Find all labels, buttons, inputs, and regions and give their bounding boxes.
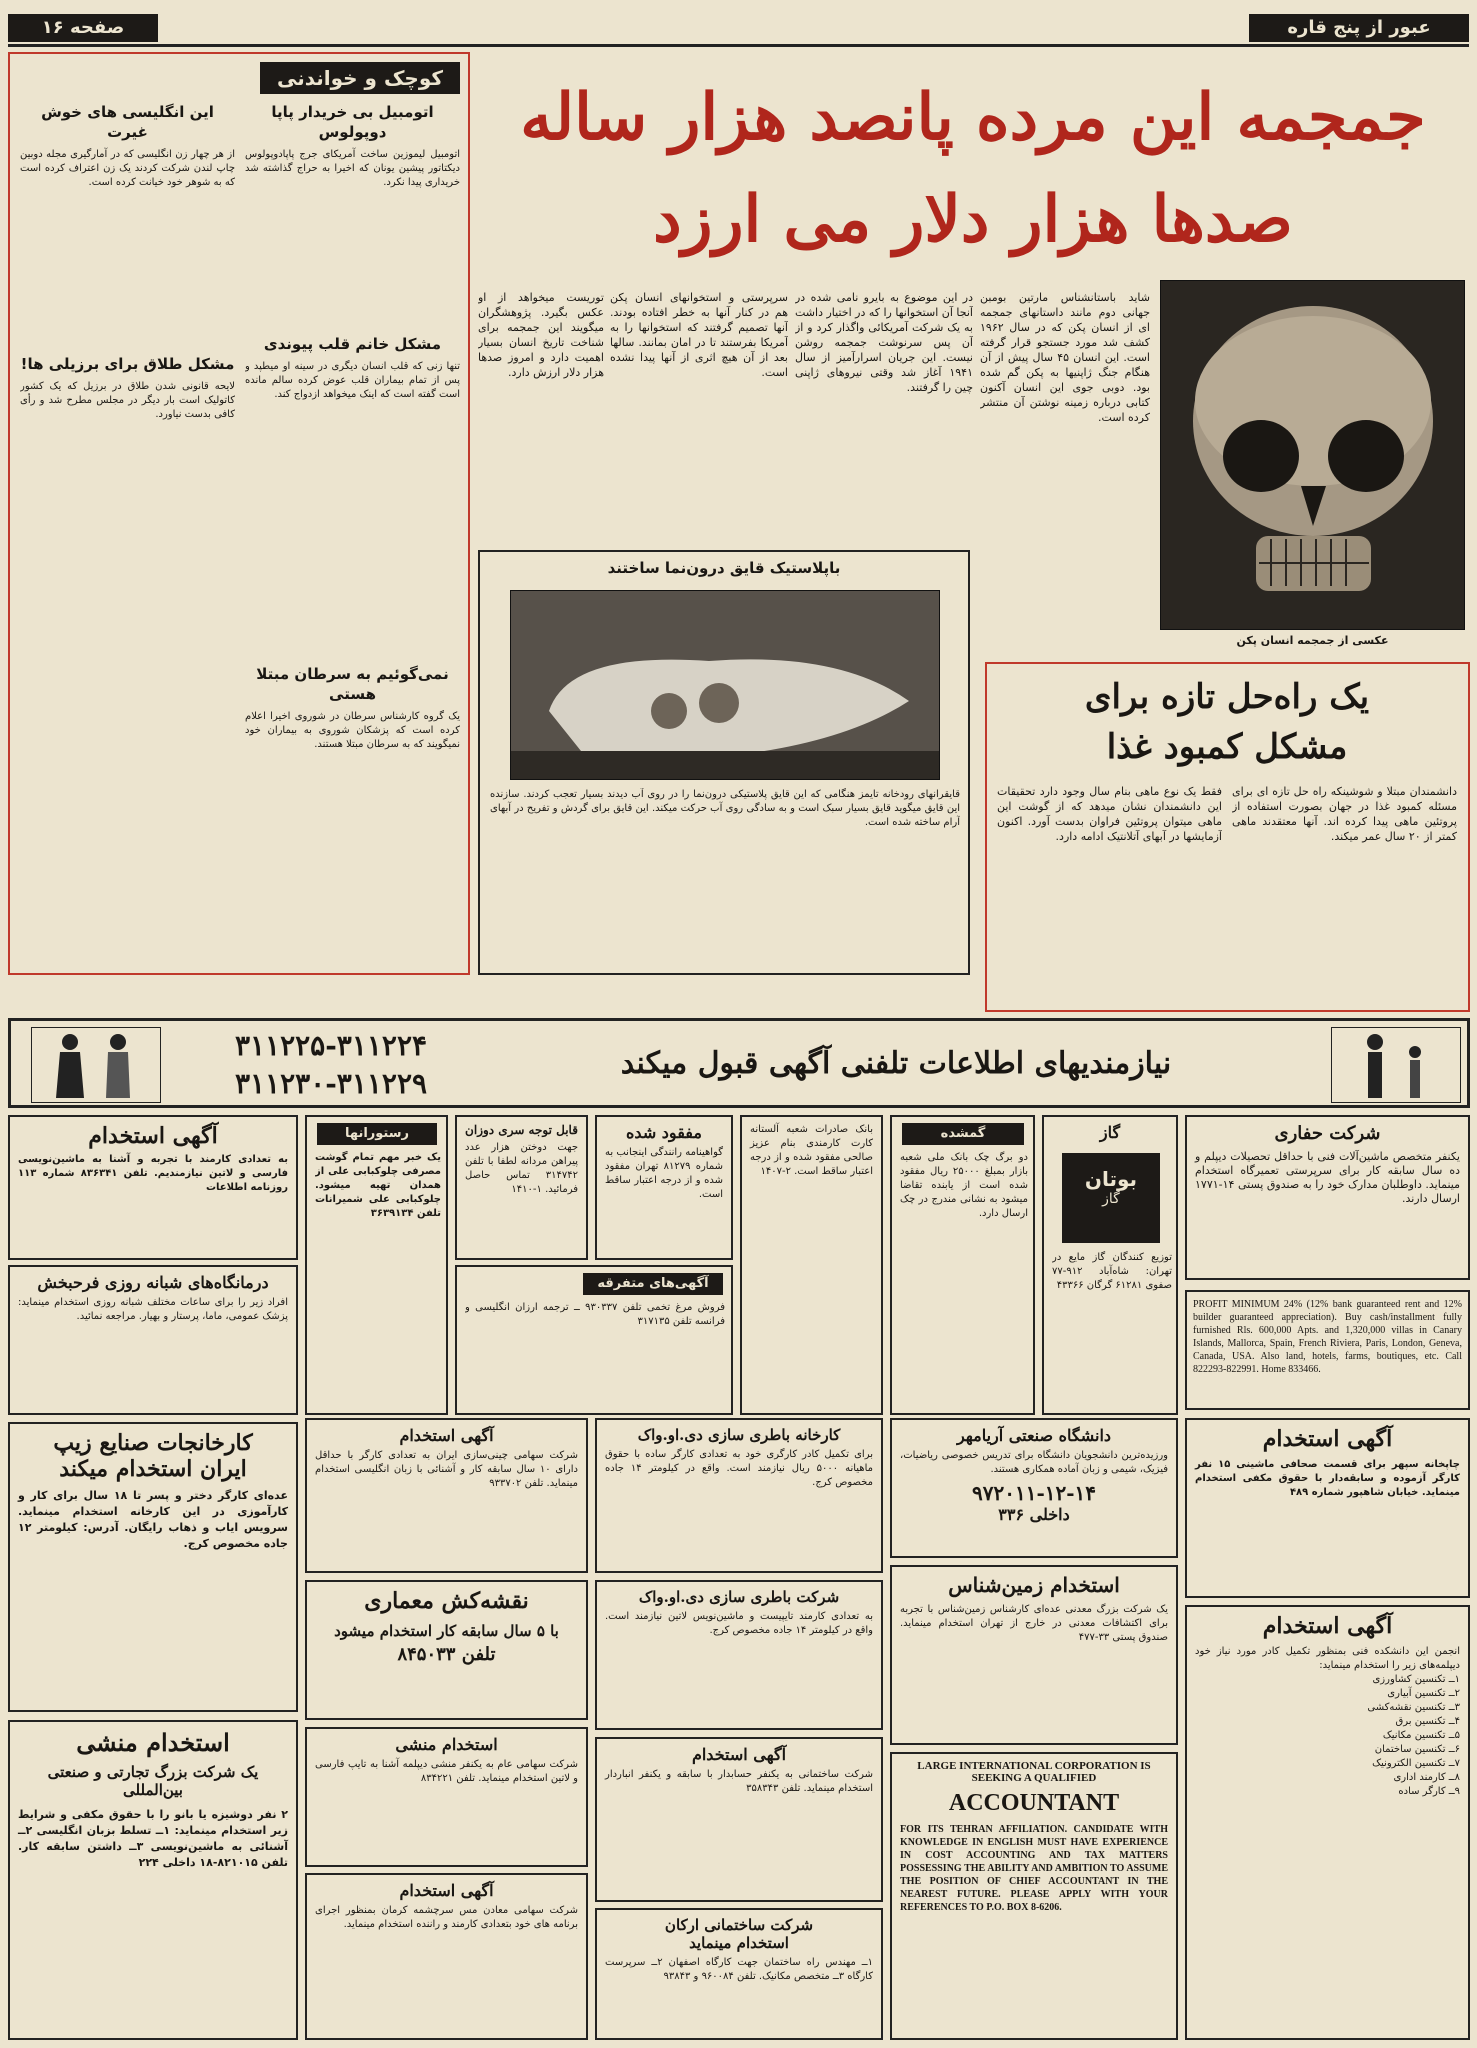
- ad-gas-title: گاز: [1099, 1123, 1121, 1142]
- ad-mining-title: آگهی استخدام: [399, 1881, 494, 1900]
- ad-hiring-left: [8, 1115, 298, 1260]
- main-story-col-3: سرپرستی و استخوانهای انسان پکن هم در کنار آنها به خطر افتاده بودند. آنها تصمیم گرفتند که استخوانها را به آمریکا بفرستند تا در امان بمانند. سالها بعد از آن هیچ اثری از آنها پیدا نشده است.: [610, 291, 788, 379]
- ad-notice-body: جهت دوختن هزار عدد پیراهن مردانه لطفا با تلفن ۳۱۴۷۴۲ تماس حاصل فرمائید. ۱-۱۴۱۰: [465, 1142, 578, 1195]
- ad-hiring-center-body: شرکت ساختمانی به یکنفر حسابدار با سابقه و یکنفر انباردار استخدام مینماید. تلفن ۳۵۸۳۴۳: [605, 1769, 873, 1794]
- ad-accountant-line: LARGE INTERNATIONAL CORPORATION IS SEEKING A QUALIFIED: [917, 1760, 1151, 1784]
- ad-restaurants-body: یک خبر مهم تمام گوشت مصرفی چلوکبابی علی از همدان تهیه میشود. چلوکبابی علی شمیرانات تلفن ۳۶۳۹۱۳۴: [315, 1152, 441, 1219]
- ad-lost2-title: مفقود شده: [626, 1123, 702, 1142]
- ad-secretary-big-title: استخدام منشی: [76, 1728, 230, 1757]
- ad-architecture: [305, 1580, 588, 1720]
- skull-photo-caption: عکسی از جمجمه انسان پکن: [1236, 634, 1389, 647]
- ad-misc-title: آگهی‌های متفرقه: [583, 1273, 723, 1295]
- sidebar-item: [245, 102, 460, 332]
- ad-bank-body: بانک صادرات شعبه آلستانه کارت کارمندی بنام عزیز صالحی مفقود شده و از درجه اعتبار ساقط است. ۲-۱۴۰۷: [750, 1124, 873, 1177]
- page-number: صفحه ۱۶: [8, 14, 158, 42]
- list-item: ۱ــ تکنسین کشاورزی: [1372, 1674, 1460, 1685]
- ad-restaurants-title: رستورانها: [317, 1123, 437, 1145]
- list-item: ۳ــ تکنسین نقشه‌کشی: [1367, 1702, 1460, 1713]
- ad-printing-body: چاپخانه سپهر برای قسمت صحافی ماشینی ۱۵ نفر کارگر آزموده و سابقه‌دار با حقوق مکفی استخدام مینماید. خیابان شاهپور شماره ۴۸۹: [1195, 1459, 1460, 1498]
- ad-drilling: [1185, 1115, 1470, 1280]
- ad-university-ext: داخلی ۳۳۶: [998, 1505, 1070, 1524]
- sidebar-item: [245, 334, 460, 654]
- ad-clinic-title: درمانگاه‌های شبانه روزی فرحبخش: [37, 1273, 269, 1292]
- ad-gas-body: توزیع کنندگان گاز مایع در تهران: شاه‌آباد ۹۱۲-۷۷ صفوی ۶۱۲۸۱ گرگان ۴۳۳۶۶: [1052, 1252, 1172, 1291]
- ad-construction-title-1: شرکت ساختمانی ارکان: [664, 1916, 814, 1934]
- ad-misc: [455, 1265, 733, 1415]
- ad-secretary-left-title: استخدام منشی: [395, 1735, 498, 1754]
- food-headline-2: مشکل کمبود غذا: [1106, 727, 1348, 767]
- ad-construction-title-2: استخدام مینماید: [689, 1934, 789, 1952]
- family-icon: [1331, 1028, 1460, 1103]
- banner-phones-1: ۳۱۱۲۲۵-۳۱۱۲۲۴: [234, 1029, 428, 1062]
- list-item: ۷ــ تکنسین الکترونیک: [1372, 1758, 1460, 1769]
- skull-icon: [1161, 281, 1465, 630]
- ad-chinese-body: شرکت سهامی چینی‌سازی ایران به تعدادی کارگر با حداقل دارای ۱۰ سال سابقه کار و آشنائی با زبان انگلیسی استخدام مینماید. تلفن ۹۳۳۷۰۲: [315, 1450, 578, 1489]
- people-icon: [31, 1028, 160, 1103]
- ad-printing: [1185, 1418, 1470, 1598]
- ad-hiring-left-body: به تعدادی کارمند با تجربه و آشنا به ماشین‌نویسی فارسی و لاتین نیازمندیم. تلفن ۸۳۶۳۴۱ شماره ۱۱۳ روزنامه اطلاعات: [18, 1154, 288, 1193]
- main-story-col-1: شاید باستانشناس مارتین بومبن جهانی دوم مانند داستانهای جمجمه ای از انسان پکن که در سال ۱۹۶۲ کشف شد مورد جستجو قرار گرفته است. این انسان ۴۵ سال پیش از آن هنگام جنگ ژاپنیها به پکن گم شده بود. دوبی جوی این انسان آکنون کتابی درباره زمینه نوشتن آن منتشر کرده است.: [980, 291, 1150, 424]
- list-item: ۴ــ تکنسین برق: [1395, 1716, 1460, 1727]
- sidebar-item-body: تنها زنی که قلب انسان دیگری در سینه او میطپد و پس از تمام بیماران قلب عوض کرده سالم مانده است گفته است که اینک میخواهد ازدواج کند.: [245, 361, 460, 400]
- masthead: [0, 0, 1477, 48]
- sidebar-item-title: نمی‌گوئیم به سرطان مبتلا هستی: [256, 665, 449, 703]
- ad-bank: [740, 1115, 883, 1415]
- ad-university-body: ورزیده‌ترین دانشجویان دانشگاه برای تدریس خصوصی ریاضیات، فیزیک، شیمی و زبان آماده همکاری هستند.: [900, 1450, 1168, 1475]
- list-item: ۸ــ کارمند اداری: [1393, 1772, 1460, 1783]
- sidebar-item-body: اتومبیل لیموزین ساخت آمریکای جرج پاپادوپولوس دیکتاتور پیشین یونان که اخیرا به حراج گذاشته شد خریداری پیدا نکرد.: [245, 149, 460, 188]
- ad-drilling-title: شرکت حفاری: [1274, 1123, 1381, 1144]
- family-illustration: [1331, 1027, 1461, 1103]
- ad-battery-body: برای تکمیل کادر کارگری خود به تعدادی کارگر ساده با حقوق ماهیانه ۵۰۰۰ ریال نیازمند است. واقع در کیلومتر ۱۴ جاده مخصوص کرج.: [605, 1449, 873, 1488]
- ad-construction: [595, 1908, 883, 2040]
- banner-text: نیازمندیهای اطلاعات تلفنی آگهی قبول میکند: [620, 1046, 1172, 1081]
- section-label: عبور از پنج قاره: [1249, 14, 1469, 42]
- boat-icon: [510, 591, 939, 780]
- ad-mining-body: شرکت سهامی معادن مس سرچشمه کرمان بمنظور اجرای برنامه های خود بتعدادی کارمند و راننده استخدام مینماید.: [315, 1905, 578, 1930]
- skull-photo: [1160, 280, 1465, 630]
- ad-hiring-tech: [1185, 1605, 1470, 2040]
- ad-architecture-phone: تلفن ۸۴۵۰۳۳: [397, 1644, 496, 1665]
- boat-body: قایقرانهای رودخانه تایمز هنگامی که این قایق پلاستیکی درون‌نما را در روی آب دیدند بسیار تعجب کردند. سازنده این قایق میگوید قایق بسیار سبک است و به سادگی روی آب حرکت میکند. این قایق برای گردش و تفریح در آبهای آرام ساخته شده است.: [490, 789, 960, 828]
- list-item: ۲ــ تکنسین آبیاری: [1387, 1688, 1460, 1699]
- ad-university-title: دانشگاه صنعتی آریامهر: [956, 1426, 1112, 1445]
- ad-secretary-big: [8, 1720, 298, 2040]
- ad-lost-title: گمشده: [902, 1123, 1024, 1145]
- list-item: ۵ــ تکنسین مکانیک: [1382, 1730, 1460, 1741]
- ad-clinic: [8, 1265, 298, 1415]
- ad-geology-body: یک شرکت بزرگ معدنی عده‌ای کارشناس زمین‌شناس با تجربه برای اکتشافات معدنی در خارج از تهران استخدام مینماید. صندوق پستی ۳۳-۴۷۷: [900, 1604, 1168, 1643]
- ad-chinese-title: آگهی استخدام: [399, 1426, 494, 1445]
- ad-profit-body: PROFIT MINIMUM 24% (12% bank guaranteed rent and 12% builder guaranteed appreciation). Buy cash/installment fully furnished Rls. 600,000 Apts. and 1,320,000 villas in Canary Islands, Mallorca, Spain, French Riviera, Paris, London, Geneva, Canada, USA. Also land, hotels, farms, boutiques, etc. Call 822293-822991. Home 833466.: [1193, 1299, 1462, 1375]
- sidebar-item: [20, 354, 235, 954]
- ad-hiring-left-title: آگهی استخدام: [88, 1123, 218, 1149]
- main-story-col-2: در این موضوع به بایرو نامی شده در آنجا آن استخوانها را که در اختیار داشت به یک شرکت آمریکائی واگذار کرد و از آن پس سرنوشت جمجمه روشن نیست. این جریان اسرارآمیز از سال ۱۹۴۱ آغاز شد وقتی نیروهای ژاپنی چین را گرفتند.: [795, 291, 973, 394]
- ad-zipper-title-1: کارخانجات صنایع زیپ: [53, 1430, 253, 1456]
- figures-illustration: [31, 1027, 161, 1103]
- sidebar-item-body: یک گروه کارشناس سرطان در شوروی اخیرا اعلام کرده است که پزشکان شوروی به بیماران خود نمیگویند که به سرطان مبتلا هستند.: [245, 711, 460, 750]
- food-story: [985, 662, 1470, 1012]
- sidebar-item: [20, 102, 235, 332]
- masthead-rule: [8, 44, 1469, 47]
- banner-phones-2: ۳۱۱۲۳۰-۳۱۱۲۲۹: [234, 1067, 428, 1100]
- list-item: ۶ــ تکنسین ساختمان: [1374, 1744, 1460, 1755]
- food-col-2: فقط یک نوع ماهی بنام سال وجود دارد تحقیقات این دانشمندان نشان میدهد که از گوشت این ماهی میتوان پروتئین فراوان بدست آورد. اکنون آزمایشها در آبهای آتلانتیک ادامه دارد.: [997, 785, 1222, 843]
- sidebar-item-body: لایحه قانونی شدن طلاق در برزیل که یک کشور کاتولیک است بار دیگر در مجلس مطرح شد و رأی کافی بدست نیاورد.: [20, 381, 235, 420]
- ad-misc-body: فروش مرغ تخمی تلفن ۹۳۰۳۳۷ ــ ترجمه ارزان انگلیسی و فرانسه تلفن ۳۱۷۱۳۵: [465, 1302, 725, 1327]
- gas-logo: [1062, 1153, 1160, 1243]
- ad-accountant-body: FOR ITS TEHRAN AFFILIATION. CANDIDATE WITH KNOWLEDGE IN ENGLISH MUST HAVE EXPERIENCE IN COST ACCOUNTING AND TAX MATTERS POSSESSING THE ABILITY AND AMBITION TO ASSUME THE POSITION OF CHIEF ACCOUNTANT IN THE NEAREST FUTURE. PLEASE APPLY WITH YOUR REFERENCES TO P.O. BOX 8-6206.: [900, 1824, 1168, 1913]
- ad-secretary-big-body: ۲ نفر دوشیزه یا بانو را با حقوق مکفی و شرایط زیر استخدام مینماید: ۱ــ تسلط بزبان انگلیسی ۲ــ آشنائی به ماشین‌نویسی ۳ــ داشتن سابقه کار. تلفن ۸۲۱۰۱۵-۱۸ داخلی ۲۲۴: [18, 1808, 288, 1869]
- ad-drilling-body: یکنفر متخصص ماشین‌آلات فنی با حداقل تحصیلات دیپلم و ده سال سابقه کار برای سرپرستی تعمیرگاه استخدام مینماید. داوطلبان مدارک خود را به صندوق پستی ۱۴-۱۷۷۱ ارسال دارند.: [1195, 1150, 1460, 1205]
- ad-zipper: [8, 1422, 298, 1712]
- main-headline-1: جمجمه این مرده پانصد هزار ساله: [520, 80, 1426, 155]
- list-item: ۹ــ کارگر ساده: [1398, 1786, 1460, 1797]
- ad-university: [890, 1418, 1178, 1558]
- ad-accountant-title: ACCOUNTANT: [948, 1790, 1120, 1816]
- sidebar-item: [245, 664, 460, 964]
- gas-brand-sub: گاز: [1102, 1191, 1120, 1207]
- ad-clinic-body: افراد زیر را برای ساعات مختلف شبانه روزی استخدام مینماید: پزشک عمومی، ماما، پرستار و بهیار. مراجعه نمائید.: [18, 1297, 288, 1322]
- ad-battery-2: [595, 1580, 883, 1730]
- ad-battery-2-body: به تعدادی کارمند تایپیست و ماشین‌نویس لاتین نیازمند است. واقع در کیلومتر ۱۴ جاده مخصوص کرج.: [605, 1611, 873, 1636]
- ad-accountant: [890, 1752, 1178, 2040]
- ad-geology-title: استخدام زمین‌شناس: [948, 1573, 1120, 1597]
- ad-restaurants: [305, 1115, 448, 1415]
- ad-lost2: [595, 1115, 733, 1260]
- sidebar-item-title: اتومبیل بی خریدار پاپا دوپولوس: [271, 103, 434, 141]
- food-col-1: دانشمندان مبتلا و شوشینکه راه حل تازه ای برای مسئله کمبود غذا در جهان بصورت استفاده از پروتئین ماهی پیدا کرده اند. آنها معتقدند ماهی کمتر از ۲۰ سال عمر میکند.: [1232, 785, 1457, 843]
- ad-hiring-tech-body: انجمن این دانشکده فنی بمنظور تکمیل کادر مورد نیاز خود دیپلمه‌های زیر را استخدام مینماید:: [1195, 1646, 1460, 1671]
- ad-chinese: [305, 1418, 588, 1573]
- sidebar-item-title: این انگلیسی های خوش غیرت: [41, 103, 214, 141]
- boat-headline: باپلاستیک قایق درون‌نما ساختند: [607, 559, 841, 577]
- ad-lost-body: دو برگ چک بانک ملی شعبه بازار بمبلغ ۲۵۰۰۰ ریال مفقود شده است از یابنده تقاضا میشود به نشانی مندرج در چک ارسال دارد.: [900, 1152, 1028, 1219]
- ad-university-phone: ۹۷۲۰۱۱-۱۲-۱۴: [971, 1481, 1097, 1505]
- ad-battery-2-title: شرکت باطری سازی دی.او.واک: [638, 1588, 840, 1606]
- ad-mining: [305, 1873, 588, 2040]
- ad-gas: [1042, 1115, 1178, 1415]
- ad-hiring-center-title: آگهی استخدام: [691, 1745, 787, 1764]
- ad-printing-title: آگهی استخدام: [1262, 1426, 1393, 1452]
- ad-hiring-center: [595, 1737, 883, 1902]
- gas-brand: بوتان: [1084, 1167, 1138, 1191]
- ad-hiring-tech-title: آگهی استخدام: [1262, 1613, 1393, 1639]
- boat-story: [478, 550, 970, 975]
- ad-profit: [1185, 1290, 1470, 1410]
- boat-photo: [510, 590, 940, 780]
- classified-banner: [8, 1018, 1470, 1108]
- sidebar: [8, 52, 470, 975]
- ad-zipper-title-2: ایران استخدام میکند: [59, 1456, 247, 1482]
- ad-battery-title: کارخانه باطری سازی دی.او.واک: [637, 1426, 841, 1444]
- ad-notice-title: قابل توجه سری دوزان: [465, 1123, 578, 1137]
- main-story-col-4: توریست میخواهد از او عکس بگیرد. پژوهشگران میگویند این جمجمه برای شناخت تاریخ انسان بسیار اهمیت دارد و امروز صدها هزار دلار ارزش دارد.: [478, 291, 604, 379]
- ad-lost: [890, 1115, 1035, 1415]
- ad-geology: [890, 1565, 1178, 1745]
- sidebar-title: کوچک و خواندنی: [260, 62, 460, 94]
- ad-construction-body: ۱ــ مهندس راه ساختمان جهت کارگاه اصفهان ۲ــ سرپرست کارگاه ۳ــ متخصص مکانیک. تلفن ۹۶۰۰۸۴ و ۹۳۸۴۳: [605, 1957, 873, 1982]
- ad-lost2-body: گواهینامه رانندگی اینجانب به شماره ۸۱۲۷۹ تهران مفقود شده و از درجه اعتبار ساقط است.: [605, 1147, 723, 1200]
- food-headline-1: یک راه‌حل تازه برای: [1084, 677, 1370, 717]
- ad-zipper-body: عده‌ای کارگر دختر و پسر تا ۱۸ سال برای کار و کارآموزی در این کارخانه استخدام مینماید. سرویس ایاب و ذهاب رایگان. آدرس: کیلومتر ۱۲ جاده مخصوص کرج.: [18, 1489, 288, 1550]
- ad-secretary-left: [305, 1727, 588, 1867]
- ad-secretary-big-sub: یک شرکت بزرگ تجارتی و صنعتی بین‌المللی: [47, 1763, 259, 1799]
- ad-battery: [595, 1418, 883, 1573]
- ad-architecture-title: نقشه‌کش معماری: [364, 1588, 529, 1614]
- ad-notice: [455, 1115, 588, 1260]
- sidebar-item-title: مشکل خانم قلب پیوندی: [263, 335, 442, 353]
- main-headline-2: صدها هزار دلار می ارزد: [653, 182, 1293, 257]
- sidebar-item-body: از هر چهار زن انگلیسی که در آمارگیری مجله دوبین چاپ لندن شرکت کردند یک زن اعتراف کرده است که به شوهر خود خیانت کرده است.: [20, 149, 235, 188]
- ad-architecture-body: با ۵ سال سابقه کار استخدام میشود: [334, 1622, 559, 1640]
- sidebar-item-title: مشکل طلاق برای برزیلی ها!: [20, 355, 235, 373]
- ad-secretary-left-body: شرکت سهامی عام به یکنفر منشی دیپلمه آشنا به تایپ فارسی و لاتین استخدام مینماید. تلفن ۸۳۴۲۲۱: [315, 1759, 578, 1784]
